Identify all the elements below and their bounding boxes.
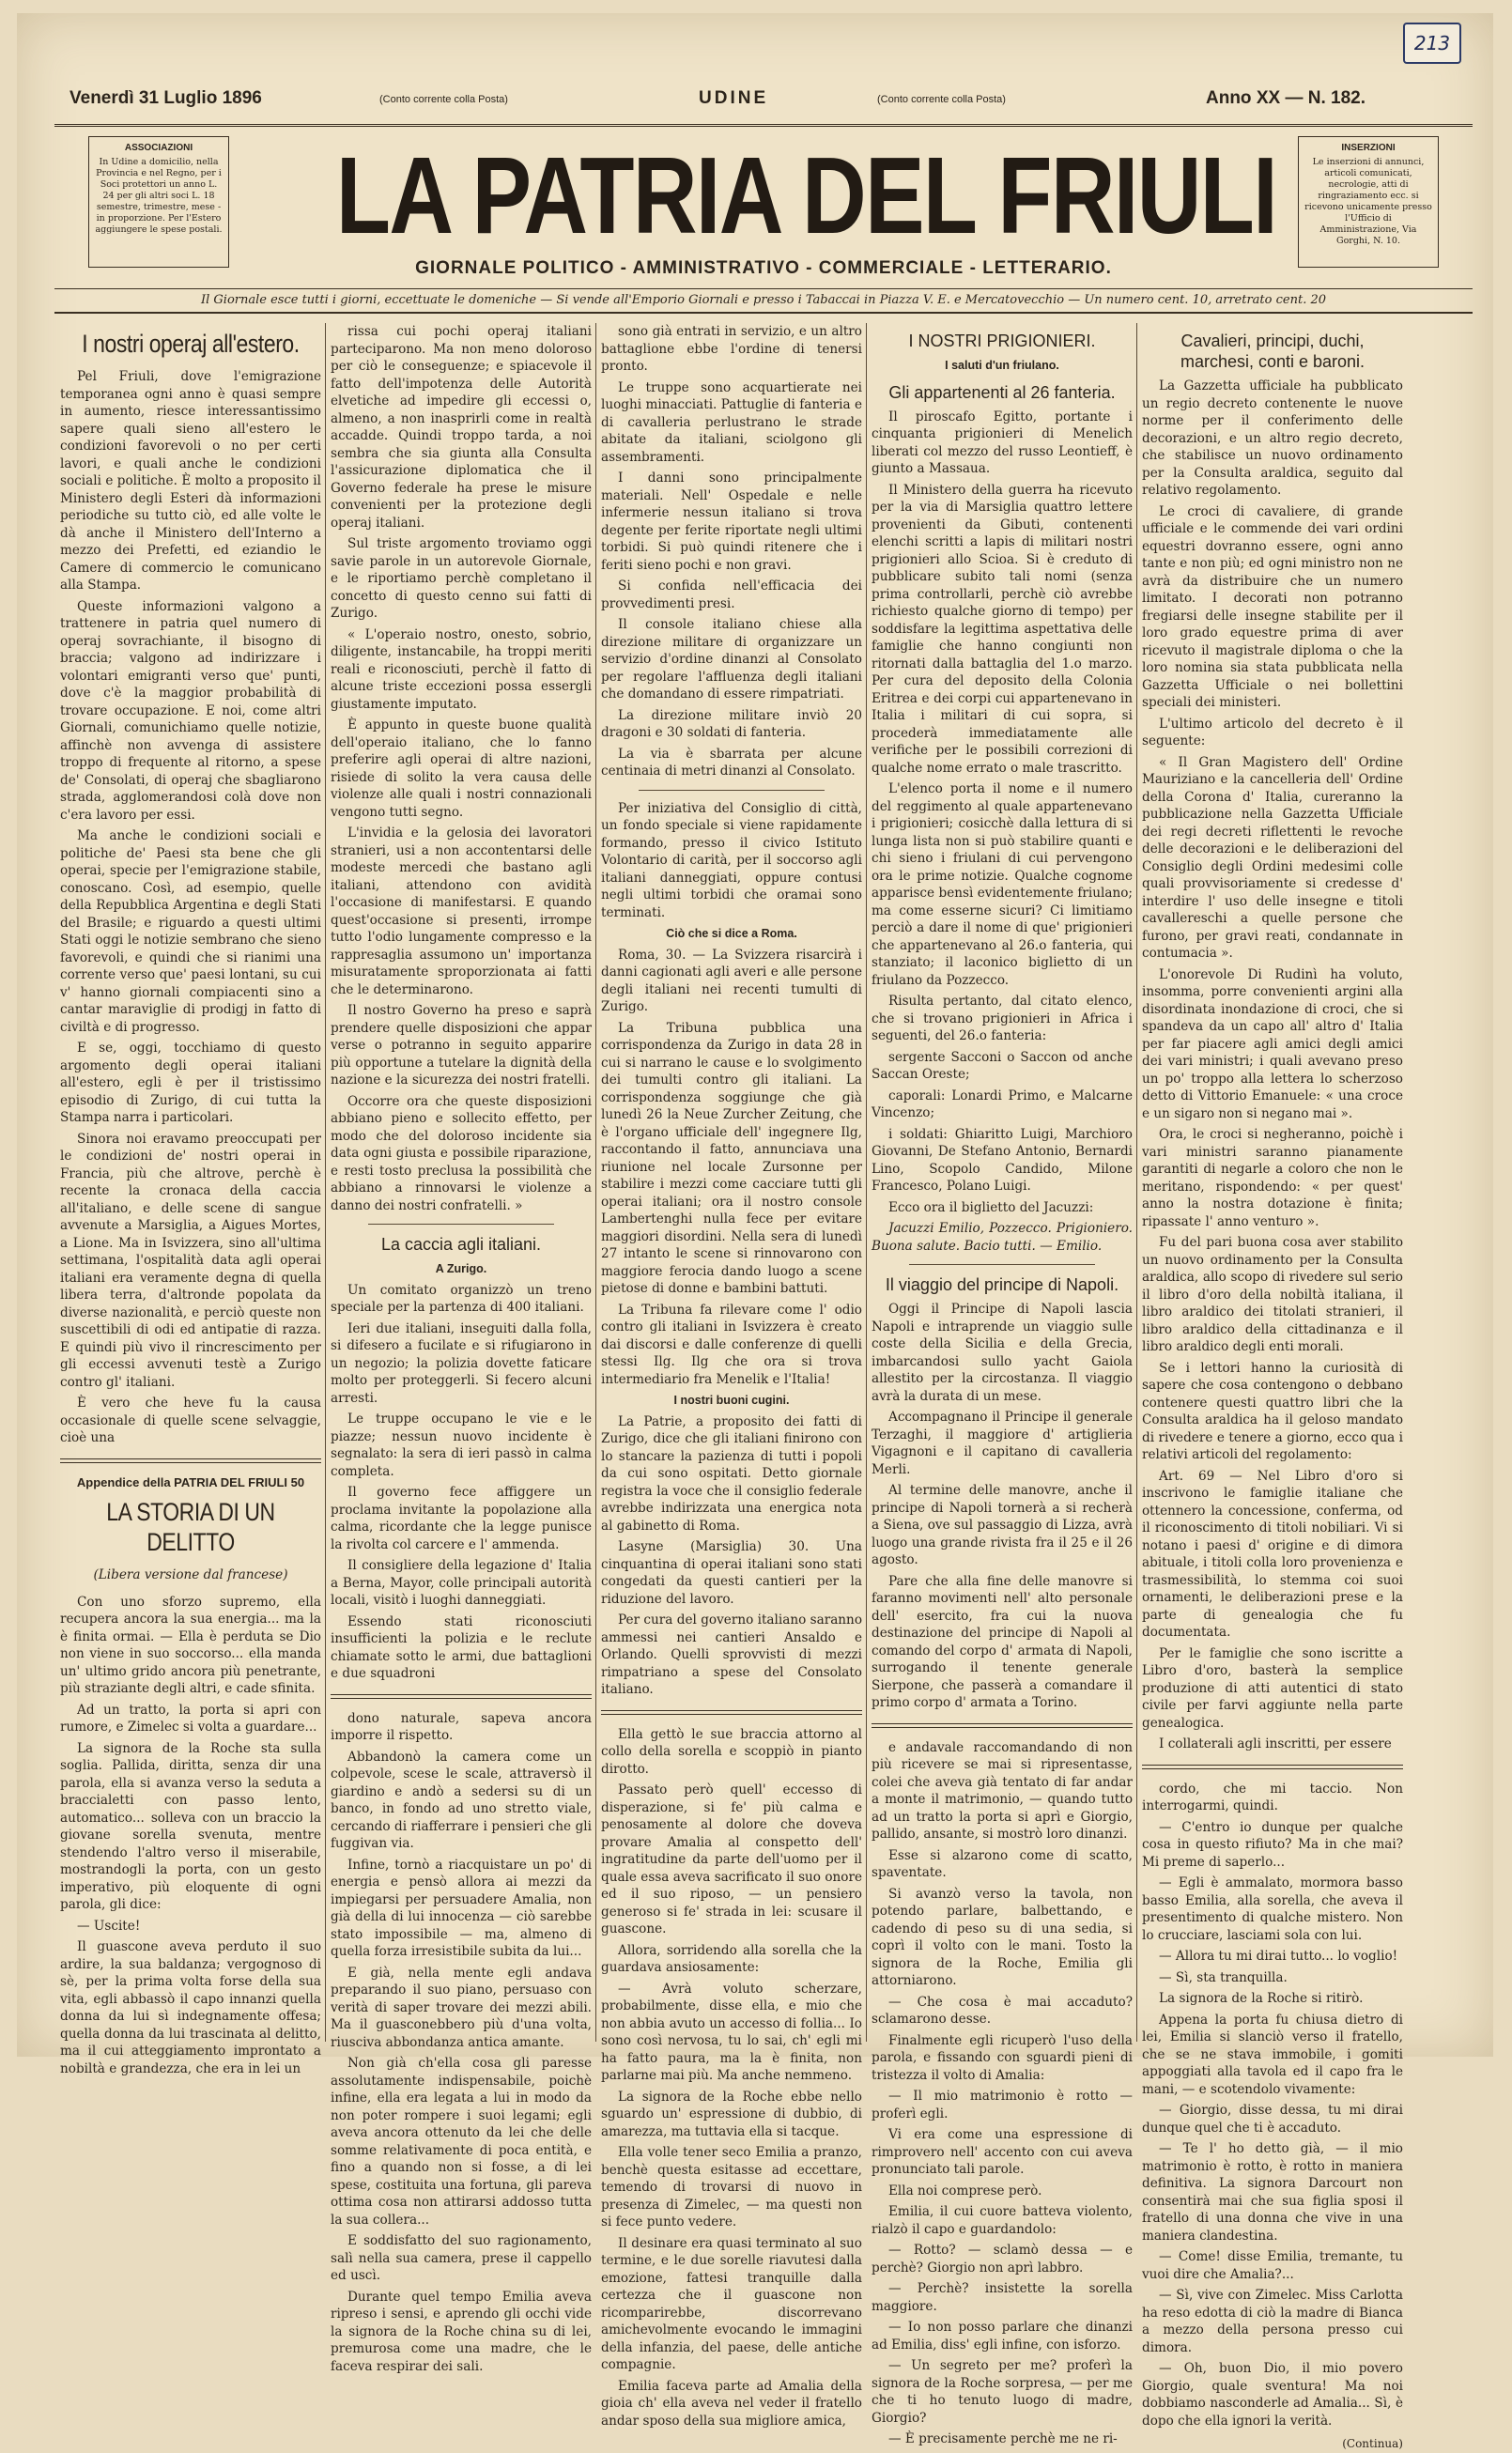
paragraph: — Allora tu mi dirai tutto... lo voglio! [1159,1949,1398,1964]
column-rule [595,323,596,2042]
paragraph: — Egli è ammalato, mormora basso basso Emilia, alla sorella, che aveva il presentimento di qualche mistero. Non lo crucciare, lasciami sola con lui. [1142,1875,1403,1943]
subscriptions-title: ASSOCIAZIONI [124,143,193,153]
paragraph: Le truppe occupano le vie e le piazze; nessun nuovo incidente è segnalato: la sera di ieri passò in calma completa. [331,1412,592,1479]
advertising-box [1298,136,1439,268]
paragraph: « Il Gran Magistero dell' Ordine Mauriziano e la cancelleria dell' Ordine della Corona d' Italia, cureranno la pubblicazione nella Gazzetta Ufficiale dei regi decreti riflettenti le revoche delle decorazioni e le deliberazioni del Consiglio degli Ordini medesimi colle quali provvisoriamente si credesse d' interdire l' uso delle insegne e titoli cavallereschi a quelle persone che furono, per gravi reati, condannate in contumacia ». [1142,754,1403,961]
paragraph: E soddisfatto del suo ragionamento, salì nella sua camera, prese il cappello ed uscì. [331,2233,592,2283]
section-divider [872,1723,1133,1728]
subscriptions-text: In Udine a domicilio, nella Provincia e nel Regno, per i Soci protettori un anno L. 24 per gli altri soci L. 18 semestre, trimestre, mese - in proporzione. Per l'Estero aggiungere le spese postali. [95,157,223,235]
paragraph: rissa cui pochi operaj italiani parteciparono. Ma non meno doloroso per ciò le conseguenze; e spiacevole il fatto dell'impotenza delle Autorità elvetiche ad impedire gli eccessi o, almeno, a non inasprirli come in realtà accadde. Quindi troppo tarda, a noi sembra che sia giunta alla Consulta l'assicurazione diplomatica che il Governo federale ha prese le misure convenienti per la protezione degli operaj italiani. [331,324,592,531]
headline-operaj: I nostri operaj all'estero. [82,330,300,358]
divider [909,1264,1095,1265]
paragraph: La direzione militare inviò 20 dragoni e 30 soldati di fanteria. [601,707,862,740]
continued-label: (Continua) [1342,2437,1403,2450]
paragraph: L'ultimo articolo del decreto è il seguente: [1142,716,1403,748]
paragraph: Accompagnano il Principe il generale Terzaghi, il maggiore d' artiglieria Vigagnoni e il capitano di cavalleria Merli. [872,1410,1133,1477]
paragraph: La Tribuna fa rilevare come l' odio contro gli italiani in Isvizzera è creato dai discorsi e dalle conferenze di quelli stessi Ilg. Ilg che ora si trova intermediario fra Menelik e l'Italia! [601,1302,862,1387]
paragraph: — Rotto? — sclamò dessa — e perchè? Giorgio non aprì labbro. [872,2243,1133,2276]
paragraph: La signora de la Roche si ritirò. [1159,1991,1364,2006]
paragraph: Sinora noi eravamo preoccupati per le condizioni de' nostri operai in Francia, più che altrove, perchè è recente la cronaca della caccia all'italiano, e delle scene di sangue avvenute a Marsiglia, a Aigues Mortes, a Lione. Ma in Isvizzera, sino all'ultima settimana, l'ospitalità data agli operai italiani era veramente degna di quella libera terra, d'altronde popolata da diverse nazionalità, e perciò queste non suscettibili di odi ed antipatie di razza. E quindi più vivo il rincrescimento per gli eccessi avvenuti testè a Zurigo contro gl' italiani. [60,1131,321,1390]
headline-cavalieri: Cavalieri, principi, duchi, marchesi, conti e baroni. [1180,332,1365,371]
newspaper-page [17,13,1493,2450]
publication-notice: Il Giornale esce tutti i giorni, eccettuate le domeniche — Si vende all'Emporio Giornali e presso i Tabaccai in Piazza V. E. e Mercatovecchio — Un numero cent. 10, arretrato cent. 20 [54,291,1473,314]
paragraph: — Che cosa è mai accaduto? sclamarono desse. [872,1994,1133,2027]
paragraph: Non già ch'ella cosa gli paresse assolutamente indispensabile, poichè infine, ella era legata a lui in modo da non poter rompere i suoi legami; egli aveva ancora ottenuto da lei che delle somme relativamente di poca entità, e fino a quando non si fosse, a di lei spese, costituita una fortuna, gli pareva ottima cosa non attirarsi addosso tutta la sua collera... [331,2056,592,2228]
paragraph: sono già entrati in servizio, e un altro battaglione ebbe l'ordine di tenersi pronto. [601,324,862,374]
paragraph: Emilia, il cui cuore batteva violento, rialzò il capo e guardandolo: [872,2204,1133,2237]
issue-number: Anno XX — N. 182. [1206,88,1365,108]
catalog-stamp: 213 [1403,23,1461,64]
paragraph: caporali: Lonardi Primo, e Malcarne Vincenzo; [872,1088,1133,1120]
paragraph: — È precisamente perchè me ne ri- [888,2431,1118,2446]
paragraph: Sul triste argomento troviamo oggi savie parole in un autorevole Giornale, e le riportiamo perchè completano il concetto di questo cenno sui fatti di Zurigo. [331,536,592,621]
paragraph: Il governo fece affiggere un proclama invitante la popolazione alla calma, ricordante che la legge punisce la rivolta col carcere e l' ammenda. [331,1485,592,1552]
paragraph: Si confida nell'efficacia dei provvedimenti presi. [601,579,862,611]
paragraph: Ecco ora il biglietto del Jacuzzi: [888,1199,1094,1215]
city-name: UDINE [699,88,769,108]
paragraph: Abbandonò la camera come un colpevole, scese le scale, attraversò il giardino e andò a sedersi su di un banco, in fondo ad uno stretto viale, cercando di riafferrare i pensieri che gli fuggivan via. [331,1749,592,1851]
divider [368,1224,554,1225]
paragraph: Fu del pari buona cosa aver stabilito un nuovo ordinamento per la Consulta araldica, allo scopo di rivedere sul serio il libro d'oro della nobiltà italiana, il libro araldico dei titolati stranieri, il libro araldico della cittadinanza e il libro araldico degli enti morali. [1142,1235,1403,1354]
paragraph: — Io non posso parlare che dinanzi ad Emilia, diss' egli infine, con isforzo. [872,2320,1133,2353]
paragraph: La Patrie, a proposito dei fatti di Zurigo, dice che gli italiani finirono con lo stancare la pazienza di tutti i popoli da cui sono ospitati. Detto giornale registra la voce che il consiglio federale avrebbe indirizzata una energica nota al gabinetto di Roma. [601,1413,862,1534]
paragraph: Passato però quell' eccesso di disperazione, si fe' più calma e penosamente al dolore che doveva provare Amalia al conspetto dell' ingratitudine da parte dell'uomo per il quale essa aveva sacrificato il suo onore ed il suo riposo, — un pensiero generoso si fe' strada in lei: scusare il guascone. [601,1782,862,1936]
column-rule [1136,323,1137,2042]
paragraph: Con uno sforzo supremo, ella recupera ancora la sua energia... ma la è finita ormai. — Ella è perduta se Dio non viene in suo soccorso... ella manda un' ultimo grido ancora più penetrante, più straziante degli altri, e cade sfinita. [60,1594,321,1696]
paragraph: Finalmente egli ricuperò l'uso della parola, e fissando con sguardi pieni di tristezza il volto di Amalia: [872,2032,1133,2083]
paragraph: — Come! disse Emilia, tremante, tu vuoi dire che Amalia?... [1142,2249,1403,2282]
issue-date: Venerdì 31 Luglio 1896 [69,88,262,108]
paragraph: I danni sono principalmente materiali. Nell' Ospedale e nelle infermerie nessun italiano si trova degente per ferite riportate negli ultimi torbidi. Si può quindi ritenere che i feriti sieno pochi e non gravi. [601,471,862,573]
postal-note-left: (Conto corrente colla Posta) [379,94,508,105]
paragraph: Il guascone aveva perduto il suo ardire, la sua baldanza; vergognoso di sè, per la prima volta forse della sua vita, egli abbassò il capo innanzi quella donna da lui sì indegnamente offesa; quella donna da lui trascinata al delitto, ma il cui atteggiamento improntato a nobiltà e grandezza, che era in lei un [60,1939,321,2076]
paragraph: — Il mio matrimonio è rotto — proferì egli. [872,2089,1133,2121]
paragraph: Durante quel tempo Emilia aveva ripreso i sensi, e aprendo gli occhi vide la signora de la Roche china su di lei, premurosa come una madre, che le faceva respirar dei sali. [331,2289,592,2374]
paragraph: — Sì, sta tranquilla. [1159,1969,1288,1985]
paragraph: Oggi il Principe di Napoli lascia Napoli e intraprende un viaggio sulle coste della Sicilia e della Grecia, imbarcandosi sullo yacht Gaiola allestito per la circostanza. Il viaggio avrà la durata di un mese. [872,1302,1133,1404]
paragraph: — Perchè? insistette la sorella maggiore. [872,2281,1133,2314]
paragraph: Pel Friuli, dove l'emigrazione temporanea ogni anno è quasi sempre in aumento, riesce interessantissimo sapere quali sieno all'estero le condizioni favorevoli o no per certi lavori, e quali anche le condizioni sociali e politiche. È molto a proposito il Ministero degli Esteri dà informazioni periodiche su tutto ciò, ed alle volte le dà anche il Ministero dell'Interno a mezzo dei Prefetti, ed eziandio le Camere di commercio le comunicano alla Stampa. [60,369,321,593]
paragraph: Al termine delle manovre, anche il principe di Napoli tornerà a si recherà a Siena, ove sul passaggio di Lizza, avrà luogo una grande rivista fra il 25 e il 26 agosto. [872,1483,1133,1567]
paragraph: Per iniziativa del Consiglio di città, un fondo speciale si viene rapidamente formando, presso il civico Istituto Volontario di carità, per il soccorso agli italiani danneggiati, oppure contusi negli ultimi torbidi che oramai sono terminati. [601,800,862,920]
paragraph: I collaterali agli inscritti, per essere [1159,1736,1392,1751]
paragraph: dono naturale, sapeva ancora imporre il rispetto. [331,1710,592,1743]
paragraph: — Un segreto per me? proferì la signora de la Roche sorpresa, — per me che ti ho tenuto luogo di madre, Giorgio? [872,2358,1133,2426]
paragraph: Ella noi comprese però. [888,2183,1042,2198]
paragraph: cordo, che mi taccio. Non interrogarmi, quindi. [1142,1781,1403,1813]
column-1 [60,323,321,2076]
paragraph: È appunto in queste buone qualità dell'operaio italiano, che lo fanno preferire agli operai di altre nazioni, risiede di solito la vera causa delle violenze alle quali i nostri connazionali vengono tutti segno. [331,717,592,820]
paragraph: Ad un tratto, la porta si apri con rumore, e Zimelec si volta a guardare... [60,1702,321,1735]
paragraph: Occorre ora che queste disposizioni abbiano pieno e sollecito effetto, per modo che del doloroso incidente sia data ogni giusta e possibile riparazione, e resti tosto preclusa la possibilità che abbiano a rinnovarsi le violenze a danno dei nostri confratelli. » [331,1093,592,1213]
masthead [54,124,1473,289]
paragraph: — Avrà voluto scherzare, probabilmente, disse ella, e mio che non abbia avuto un accesso di follia... Io sono così nervosa, tu lo sai, ch' egli mi ha fatto paura, ma la è finita, non parlarne mai più. Ma anche nemmeno. [601,1981,862,2083]
paragraph: L'elenco porta il nome e il numero del reggimento al quale appartenevano i prigionieri; cosicchè dalla lettura di si lunga lista non si può stabilire quanti e chi sieno i friulani di cui pervengono ora le prime notizie. Qualche cognome apparisce bensì evidentemente friulano; ma come esserne sicuri? Ci limitiamo perciò a dare il nome di que' prigionieri che appartenevano al 26.o fanteria, qui stanziato; il laconico biglietto di un friulano da Pozzecco. [872,781,1133,988]
paragraph: La signora de la Roche ebbe nello sguardo un' espressione di dubbio, di amarezza, ma tuttavia ella si tacque. [601,2089,862,2139]
paragraph: Le truppe sono acquartierate nei luoghi minacciati. Pattuglie di fanteria e di cavalleria perlustrano le strade abitate da italiani, sciolgono gli assembramenti. [601,379,862,465]
paragraph: Un comitato organizzò un treno speciale per la partenza di 400 italiani. [331,1282,592,1315]
paragraph: — Giorgio, disse dessa, tu mi dirai dunque quel che ti è accaduto. [1142,2103,1403,2136]
paragraph: Il Ministero della guerra ha ricevuto per la via di Marsiglia quattro lettere provenienti da Gibuti, contenenti elenchi scritti a lapis di militari nostri prigionieri allo Scioa. Si è creduto di pubblicare subito tali nomi (senza prima controllarli, perchè ciò avrebbe richiesto qualche giorno di tempo) per soddisfare la legittima aspettativa delle famiglie che hanno congiunti non ritornati dalla battaglia del 1.o marzo. Per cura del deposito della Colonia Eritrea e dei corpi cui appartenevano in Italia i militari di cui sopra, si procederà immediatamente alle verifiche per le possibili correzioni di qualche nome errato o male trascritto. [872,482,1133,776]
column-rule [866,323,867,2042]
appendix-label: Appendice della PATRIA DEL FRIULI 50 [76,1474,305,1489]
paragraph: La via è sbarrata per alcune centinaia di metri dinanzi al Consolato. [601,746,862,779]
paragraph: Il console italiano chiese alla direzione militare di organizzare un servizio d'ordine dinanzi al Consolato per regolare l'affluenza degli italiani che domandano di essere rimpatriati. [601,617,862,702]
paragraph: Ella gettò le sue braccia attorno al collo della sorella e scoppiò in pianto dirotto. [601,1726,862,1777]
subhead-zurigo: A Zurigo. [435,1262,487,1275]
paragraph: Ora, le croci si negheranno, poichè i vari ministri saranno pianamente garantiti di negarle a coloro che non le meritano, rispondendo: « per quest' anno la nostra dotazione è finita; ripassate l' anno venturo ». [1142,1127,1403,1229]
headline-appartenenti: Gli appartenenti al 26 fanteria. [888,382,1116,402]
section-divider [331,1694,592,1699]
advertising-text: Le inserzioni di annunci, articoli comunicati, necrologie, atti di ringraziamento ecc. si ricevono unicamente presso l'Ufficio di Amministrazione, Via Gorghi, N. 10. [1304,157,1432,246]
subhead-roma: Ciò che si dice a Roma. [666,927,797,940]
postal-note-right: (Conto corrente colla Posta) [877,94,1006,105]
paragraph: Allora, sorridendo alla sorella che la guardava ansiosamente: [601,1942,862,1975]
paragraph: È vero che heve fu la causa occasionale di quelle scene selvaggie, cioè una [60,1396,321,1445]
story-title: LA STORIA DI UN DELITTO [106,1498,275,1556]
subhead-saluti: I saluti d'un friulano. [945,359,1059,372]
newspaper-subtitle: GIORNALE POLITICO - AMMINISTRATIVO - COMMERCIALE - LETTERARIO. [415,258,1112,278]
paragraph: Per cura del governo italiano saranno ammessi nei cantieri Ansaldo e Orlando. Quelli sprovvisti di mezzi rimpatriano a spese del Consolato italiano. [601,1612,862,1697]
headline-caccia: La caccia agli italiani. [380,1235,542,1254]
paragraph: Esse si alzarono come di scatto, spaventate. [872,1847,1133,1880]
paragraph: Si avanzò verso la tavola, non potendo parlare, balbettando, e cadendo di peso su di una sedia, si coprì il volto con le mani. Tosto la signora de la Roche, Emilia gli attorniarono. [872,1886,1133,1988]
paragraph: Il nostro Governo ha preso e saprà prendere quelle disposizioni che appar verse o potranno in seguito apparire più opportune a tutelare la dignità della nazione e la sicurezza dei nostri fratelli. [331,1003,592,1088]
paragraph: Vi era come una espressione di rimprovero nell' accento con cui aveva pronunciato tali parole. [872,2127,1133,2177]
paragraph: L'onorevole Di Rudinì ha voluto, insomma, porre convenienti argini alla disordinata inondazione di croci, che si spandeva da un capo all' altro d' Italia per far piacere agli amici degli amici dei vari ministri; i quali avevano preso un po' troppo alla lettera lo scherzoso detto di Vittorio Emanuele: « una croce e un sigaro non si negano mai ». [1142,966,1403,1121]
section-divider [601,1710,862,1715]
paragraph: Queste informazioni valgono a trattenere in patria quel numero di operaj sovrachiante, il bisogno di braccia; valgono ad indirizzare i volontari emigranti verso que' punti, dove c'è la maggior probabilità di trovare occupazione. E noi, come altri Giornali, comunichiamo quelle notizie, affinchè non avvenga di assistere troppo di frequente al ritorno, a spese de' Consolati, di operaj che sbagliarono strada, agglomerandosi colà dove non c'era lavoro per essi. [60,598,321,823]
column-3 [601,323,862,2429]
paragraph: Pare che alla fine delle manovre si faranno movimenti nell' alto personale dell' esercito, fra cui la nuova destinazione del principe di Napoli al comando del corpo d' armata di Napoli, surrogando il tenente generale Sierpone, che passerà a comandare il primo corpo d' armata a Torino. [872,1573,1133,1710]
headline-prigionieri: I NOSTRI PRIGIONIERI. [908,332,1096,350]
paragraph: L'invidia e la gelosia dei lavoratori stranieri, usi a non accontentarsi delle modeste mercedi che bastano agli italiani, attendono con avidità l'occasione di manifestarsi. E quando quest'occasione si presenti, irrompe tutto l'odio lungamente compresso e la rappresaglia assumono un' importanza misuratamente sproporzionata ai fatti che le determinarono. [331,825,592,997]
paragraph: sergente Sacconi o Saccon od anche Saccan Oreste; [872,1049,1133,1082]
headline-viaggio: Il viaggio del principe di Napoli. [885,1275,1119,1294]
paragraph: Jacuzzi Emilio, Pozzecco. Prigioniero. Buona salute. Bacio tutti. — Emilio. [872,1221,1133,1254]
paragraph: Le croci di cavaliere, di grande ufficiale e le commende dei vari ordini equestri dovranno essere, ogni anno tante e non più; ed ogni ministro non ne avrà da distribuire che un numero limitato. I decorati non potranno fregiarsi delle insegne stabilite per il loro grado equestre prima di aver ricevuto il magistrale diploma o che la loro nomina sia stata pubblicata nella Gazzetta Ufficiale o nei bollettini speciali dei ministeri. [1142,503,1403,710]
paragraph: Per le famiglie che sono iscritte a Libro d'oro, basterà la semplice produzione di atti autentici di stato civile per farvi aggiunte nella parte genealogica. [1142,1645,1403,1731]
paragraph: Il consigliere della legazione d' Italia a Berna, Mayor, colle principali autorità locali, visitò i luoghi danneggiati. [331,1558,592,1608]
subscriptions-box [88,136,229,268]
paragraph: Risulta pertanto, dal citato elenco, che si trovano prigionieri in Africa i seguenti, del 26.o fanteria: [872,994,1133,1043]
paragraph: E già, nella mente egli andava preparando il suo piano, persuaso con verità di saper trovare dei mezzi abili. Ma il guasconebbero più d'una volta, riusciva abbondanza antica amante. [331,1965,592,2050]
paragraph: — Te l' ho detto già, — il mio matrimonio è rotto, è rotto in maniera definitiva. La signora Darcourt non consentirà mai che sua figlia sposi il fratello di una donna che vive in una maniera clandestina. [1142,2141,1403,2244]
section-divider [1142,1765,1403,1769]
column-5 [1142,323,1403,2450]
paragraph: E se, oggi, tocchiamo di questo argomento degli operai italiani all'estero, egli è per il tristissimo episodio di Zurigo, di cui tutta la Stampa narra i particolari. [60,1041,321,1125]
paragraph: Il piroscafo Egitto, portante i cinquanta prigionieri di Menelich liberati col mezzo del russo Leontieff, è giunto a Massaua. [872,409,1133,476]
paragraph: Il desinare era quasi terminato al suo termine, e le due sorelle riavutesi dalla emozione, fattesi tranquille dalla certezza che il guascone non ricomparirebbe, discorrevano amichevolmente evocando le immagini della infanzia, del paese, delle antiche compagnie. [601,2235,862,2372]
paragraph: « L'operaio nostro, onesto, sobrio, diligente, instancabile, ha troppi meriti reali e riconosciuti, perchè il fatto di alcune triste eccezioni possa essergli giustamente imputato. [331,626,592,712]
paragraph: — C'entro io dunque per qualche cosa in questo rifiuto? Ma in che mai? Mi preme di saperlo... [1142,1819,1403,1870]
story-subtitle: (Libera versione dal francese) [93,1567,288,1582]
dateline [69,88,1365,116]
paragraph: Infine, tornò a riacquistare un po' di energia e pensò allora ai mezzi da impiegarsi per persuadere Amalia, non già della di lui innocenza — ciò sarebbe stato impossibile — ma, almeno di quella forza irresistibile subita da lui... [331,1857,592,1959]
paragraph: e andavale raccomandando di non più ricevere se mai si ripresentasse, colei che aveva già tentato di far andar a monte il matrimonio, — quando tutto ad un tratto la porta si aprì e Giorgio, pallido, ansante, si mostrò loro dinanzi. [872,1739,1133,1842]
paragraph: Ma anche le condizioni sociali e politiche de' Paesi sta bene che gli operai, specie per l'emigrazione stabile, conoscano. Così, ad esempio, quelle della Repubblica Argentina e degli Stati del Brasile; e riguardo a questi ultimi Stati oggi le notizie sembrano che sieno favorevoli, e quindi che si rianimi una corrente verso que' paesi lontani, su cui v' hanno giornali compiacenti sino a cantar maraviglie di prodigj in fatto di civiltà e di progresso. [60,828,321,1035]
column-4 [872,323,1133,2446]
paragraph: — Oh, buon Dio, il mio povero Giorgio, quale sventura! Ma noi dobbiamo nasconderle ad Amalia... Sì, è dopo che ella ignori la verità. [1142,2361,1403,2429]
paragraph: Lasyne (Marsiglia) 30. Una cinquantina di operai italiani sono stati congedati da questi cantieri per la riduzione del lavoro. [601,1539,862,1607]
paragraph: i soldati: Ghiaritto Luigi, Marchioro Giovanni, De Stefano Antonio, Bernardi Lino, Scopolo Candido, Milone Francesco, Polano Luigi. [872,1126,1133,1194]
paragraph: Ieri due italiani, inseguiti dalla folla, si difesero a fucilate e si rifugiarono in un negozio; la polizia dovette faticare molto per proteggerli. Si fecero alcuni arresti. [331,1320,592,1406]
paragraph: La signora de la Roche sta sulla soglia. Pallida, diritta, senza dir una parola, ella si avanza verso la seduta a braccialetti con passo lento, automatico... solleva con un braccio la giovane sorella svenuta, mentre stendendo l'altro verso il miserabile, mostrandogli la porta, con un gesto imperativo, più eloquente di ogni parola, gli dice: [60,1740,321,1912]
paragraph: Appena la porta fu chiusa dietro di lei, Emilia si slanciò verso il fratello, che se ne stava immobile, i gomiti appoggiati alla tavola ed il capo fra le mani, — e scotendolo vivamente: [1142,2012,1403,2097]
newspaper-title: LA PATRIA DEL FRIULI [335,134,1277,256]
subhead-cugini: I nostri buoni cugini. [673,1394,790,1407]
paragraph: Essendo stati riconosciuti insufficienti la polizia e le reclute chiamate sotto le armi, due battaglioni e due squadroni [331,1613,592,1681]
paragraph: Se i lettori hanno la curiosità di sapere che cosa contengono o debbano contenere questi quattro libri che la Consulta araldica ha il geloso mandato di rivedere e tenere a giorno, ecco qua i relativi articoli del regolamento: [1142,1360,1403,1462]
column-2 [331,323,592,2374]
divider [639,790,825,791]
paragraph: — Sì, vive con Zimelec. Miss Carlotta ha reso edotta di ciò la madre di Bianca a mezzo della persona presso cui dimora. [1142,2288,1403,2355]
section-divider [60,1458,321,1463]
paragraph: Roma, 30. — La Svizzera risarcirà i danni cagionati agli averi e alle persone degli italiani nei recenti tumulti di Zurigo. [601,947,862,1014]
paragraph: Art. 69 — Nel Libro d'oro si inscrivono le famiglie italiane che ottennero la concessione, conferma, od il riconoscimento di titoli nobiliari. Vi si notano i paesi d' origine e di dimora abituale, i titoli colla loro provenienza e trasmessibilità, lo stemma coi suoi ornamenti, le deliberazioni prese e la parte di genealogia che fu documentata. [1142,1468,1403,1640]
paragraph: La Gazzetta ufficiale ha pubblicato un regio decreto contenente le nuove norme per il conferimento delle decorazioni, e un altro regio decreto, che stabilisce un nuovo ordinamento per la Consulta araldica, seguito dal relativo regolamento. [1142,378,1403,498]
advertising-title: INSERZIONI [1341,143,1396,153]
paragraph: — Uscite! [77,1918,141,1934]
paragraph: Emilia faceva parte ad Amalia della gioia ch' ella aveva nel veder il fratello andar sposo della sua migliore amica, [601,2378,862,2429]
paragraph: La Tribuna pubblica una corrispondenza da Zurigo in data 28 in cui si narrano le cause e lo svolgimento dei tumulti contro gli italiani. La corrispondenza soggiunge che già lunedì 26 la Neue Zurcher Zeitung, che è l'organo ufficiale dell' ingegnere Ilg, raccontando il fatto, annunciava una riunione nel locale Zursonne per stabilire i mezzi come cacciare tutti gli operai italiani; ora il nostro console Lambertenghi nulla fece per evitare maggiori disordini. Nella sera di lunedì 27 intanto le scene si rinnovarono con maggiore ferocia dando luogo a scene pietose di donne e bambini battuti. [601,1020,862,1296]
column-rule [325,323,326,2042]
paragraph: Ella volle tener seco Emilia a pranzo, benchè questa esitasse ad eccettare, temendo di trovarsi di nuovo in presenza di Zimelec, — ma questi non si fece punto vedere. [601,2145,862,2229]
